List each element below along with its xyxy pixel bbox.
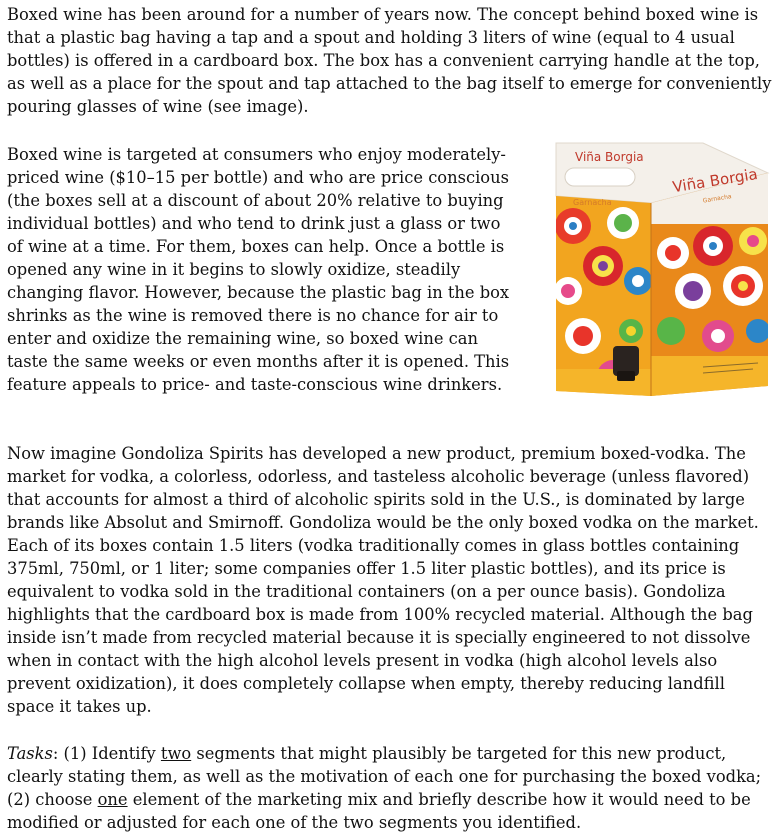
- intro-paragraph: Boxed wine has been around for a number of years now. The concept behind boxed wine is that a plastic bag having a tap and a spout and holding 3 liters of wine (equal to 4 usual bottles) is offered in a cardboard box. The box has a convenient carrying handle at the top, as well as a place for the spout and tap attached to the bag itself to emerge for conveniently pouring glasses of wine (see image).: [7, 5, 772, 116]
- tasks-text-1: : (1) Identify: [52, 744, 161, 763]
- variety-label-side: Garnacha: [702, 193, 733, 205]
- tasks-underline-two: two: [160, 744, 192, 763]
- tasks-text-3: element of the marketing mix and briefly describe how it would need to be modified or adjusted for each one of the two segments you identified.: [7, 790, 751, 832]
- variety-label-top: Garnacha: [573, 198, 612, 207]
- tasks-paragraph: [7, 742, 775, 834]
- vodka-paragraph: Now imagine Gondoliza Spirits has developed a new product, premium boxed-vodka. The market for vodka, a colorless, odorless, and tasteless alcoholic beverage (unless flavored) that accounts for almost a third of alcoholic spirits sold in the U.S., is dominated by large brands like Absolut and Smirnoff. Gondoliza would be the only boxed vodka on the market. Each of its boxes contain 1.5 liters (vodka traditionally comes in glass bottles containing 375ml, 750ml, or 1 liter; some companies offer 1.5 liter plastic bottles), and its price is equivalent to vodka sold in the traditional containers (on a per ounce basis). Gondoliza highlights that the cardboard box is made from 100% recycled material. Although the bag inside isn’t made from recycled material because it is specially engineered to not dissolve when in contact with the high alcohol levels present in vodka (high alcohol levels also prevent oxidization), it does completely collapse when empty, thereby reducing landfill space it takes up.: [7, 444, 759, 716]
- tasks-label: Tasks: [7, 744, 53, 763]
- tasks-text-2: segments that might plausibly be targeted for this new product, clearly stating them, as well as the motivation of each one for purchasing the boxed vodka; (2) choose: [7, 744, 762, 809]
- tasks-underline-one: one: [97, 790, 128, 809]
- boxed-wine-image: [553, 141, 771, 399]
- brand-label-top: Viña Borgia: [575, 150, 644, 164]
- brand-label-side: Viña Borgia: [671, 165, 759, 197]
- target-consumers-paragraph: Boxed wine is targeted at consumers who enjoy moderately-priced wine ($10–15 per bottle) and who are price conscious (the boxes sell at a discount of about 20% relative to buying individual bottles) and who tend to drink just a glass or two of wine at a time. For them, boxes can help. Once a bottle is opened any wine in it begins to slowly oxidize, steadily changing flavor. However, because the plastic bag in the box shrinks as the wine is removed there is no chance for air to enter and oxidize the remaining wine, so boxed wine can taste the same weeks or even months after it is opened. This feature appeals to price- and taste-conscious wine drinkers.: [7, 145, 510, 394]
